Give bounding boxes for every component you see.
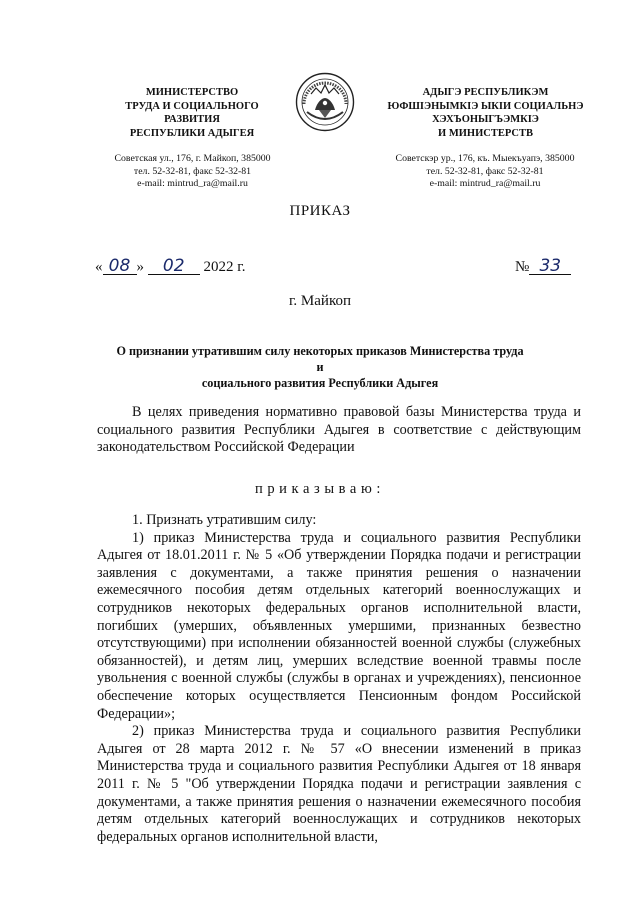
email-line: e-mail: mintrud_ra@mail.ru — [429, 178, 541, 189]
document-title: ПРИКАЗ — [289, 203, 351, 219]
date-day-handwritten: 08 — [103, 258, 137, 275]
phone-line: тел. 52-32-81, факс 52-32-81 — [426, 165, 544, 177]
ministry-address-russian — [110, 153, 275, 191]
sub-item-1: 1) приказ Министерства труда и социального развития Республики Адыгея от 18.01.2011 г. № 5 «Об утверждении Порядка подачи и регистрации заявления с документами, а также принятия решения о назначении ежемесячного пособия детям отдельных категорий военнослужащих и сотрудников некоторых федеральных органов исполнительной власти, погибших (умерших, объявленных умершими, признанных безвестно отсутствующими) при исполнении обязанностей военной службы (служебных обязанностей), и детям лиц, умерших вследствие военной травмы после увольнения с военной службы (службы в органах и учреждениях), пенсионное обеспечение которых осуществляется Пенсионным фондом Российской Федерации»; — [97, 529, 581, 722]
document-number — [515, 258, 571, 276]
sub-item-2: 2) приказ Министерства труда и социального развития Республики Адыгея от 28 марта 2012 г. № 57 «О внесении изменений в приказ Министерства труда и социального развития Республики Адыгея от 18 января 2011 г. № 5 "Об утверждении Порядка подачи и регистрации заявления с документами, а также принятия решения о назначении ежемесячного пособия детям отдельных категорий военнослужащих и сотрудников некоторых федеральных органов исполнительной власти, — [97, 723, 581, 845]
ministry-name-russian — [112, 86, 272, 140]
ministry-name-line: ХЭХЪОНЫГЪЭМКІЭ — [432, 114, 539, 125]
ministry-name-line: РАЗВИТИЯ — [164, 114, 220, 125]
date-open-quote: « — [95, 259, 103, 275]
date-month-handwritten: 02 — [148, 258, 200, 275]
document-city: г. Майкоп — [288, 293, 352, 309]
subject-line: социального развития Республики Адыгея — [201, 376, 439, 390]
ministry-name-line: И МИНИСТЕРСТВ — [438, 127, 533, 139]
date-close-quote: » — [136, 259, 144, 275]
order-word: приказываю: — [254, 481, 386, 497]
republic-coat-of-arms-icon — [295, 72, 355, 132]
ministry-name-line: МИНИСТЕРСТВО — [145, 87, 239, 98]
ministry-name-line: АДЫГЭ РЕСПУБЛИКЭМ — [422, 87, 549, 98]
address-line: Советскэр ур., 176, къ. Мыекъуапэ, 385000 — [395, 153, 575, 164]
document-date — [95, 258, 245, 276]
order-body — [97, 512, 581, 846]
ministry-name-adyghe — [383, 86, 588, 140]
number-handwritten: 33 — [529, 258, 571, 275]
item-1: 1. Признать утратившим силу: — [132, 512, 317, 528]
ministry-name-line: ТРУДА И СОЦИАЛЬНОГО — [125, 100, 259, 112]
number-sign: № — [515, 259, 530, 275]
preamble — [97, 404, 581, 457]
ministry-name-line: ЮФШІЭНЫМКІЭ ЫКІИ СОЦИАЛЬНЭ — [387, 100, 584, 112]
date-year: 2022 г. — [203, 259, 246, 275]
ministry-name-line: РЕСПУБЛИКИ АДЫГЕЯ — [129, 127, 255, 139]
subject-line: О признании утратившим силу некоторых приказов Министерства труда и — [116, 344, 524, 374]
preamble-text: В целях приведения нормативно правовой базы Министерства труда и социального развития Республики Адыгея в соответствие с действующим законодательством Российской Федерации — [97, 404, 581, 456]
phone-line: тел. 52-32-81, факс 52-32-81 — [133, 165, 252, 177]
ministry-address-adyghe — [385, 153, 585, 191]
document-subject — [115, 343, 525, 391]
email-line: e-mail: mintrud_ra@mail.ru — [137, 178, 248, 189]
address-line: Советская ул., 176, г. Майкоп, 385000 — [114, 153, 271, 164]
